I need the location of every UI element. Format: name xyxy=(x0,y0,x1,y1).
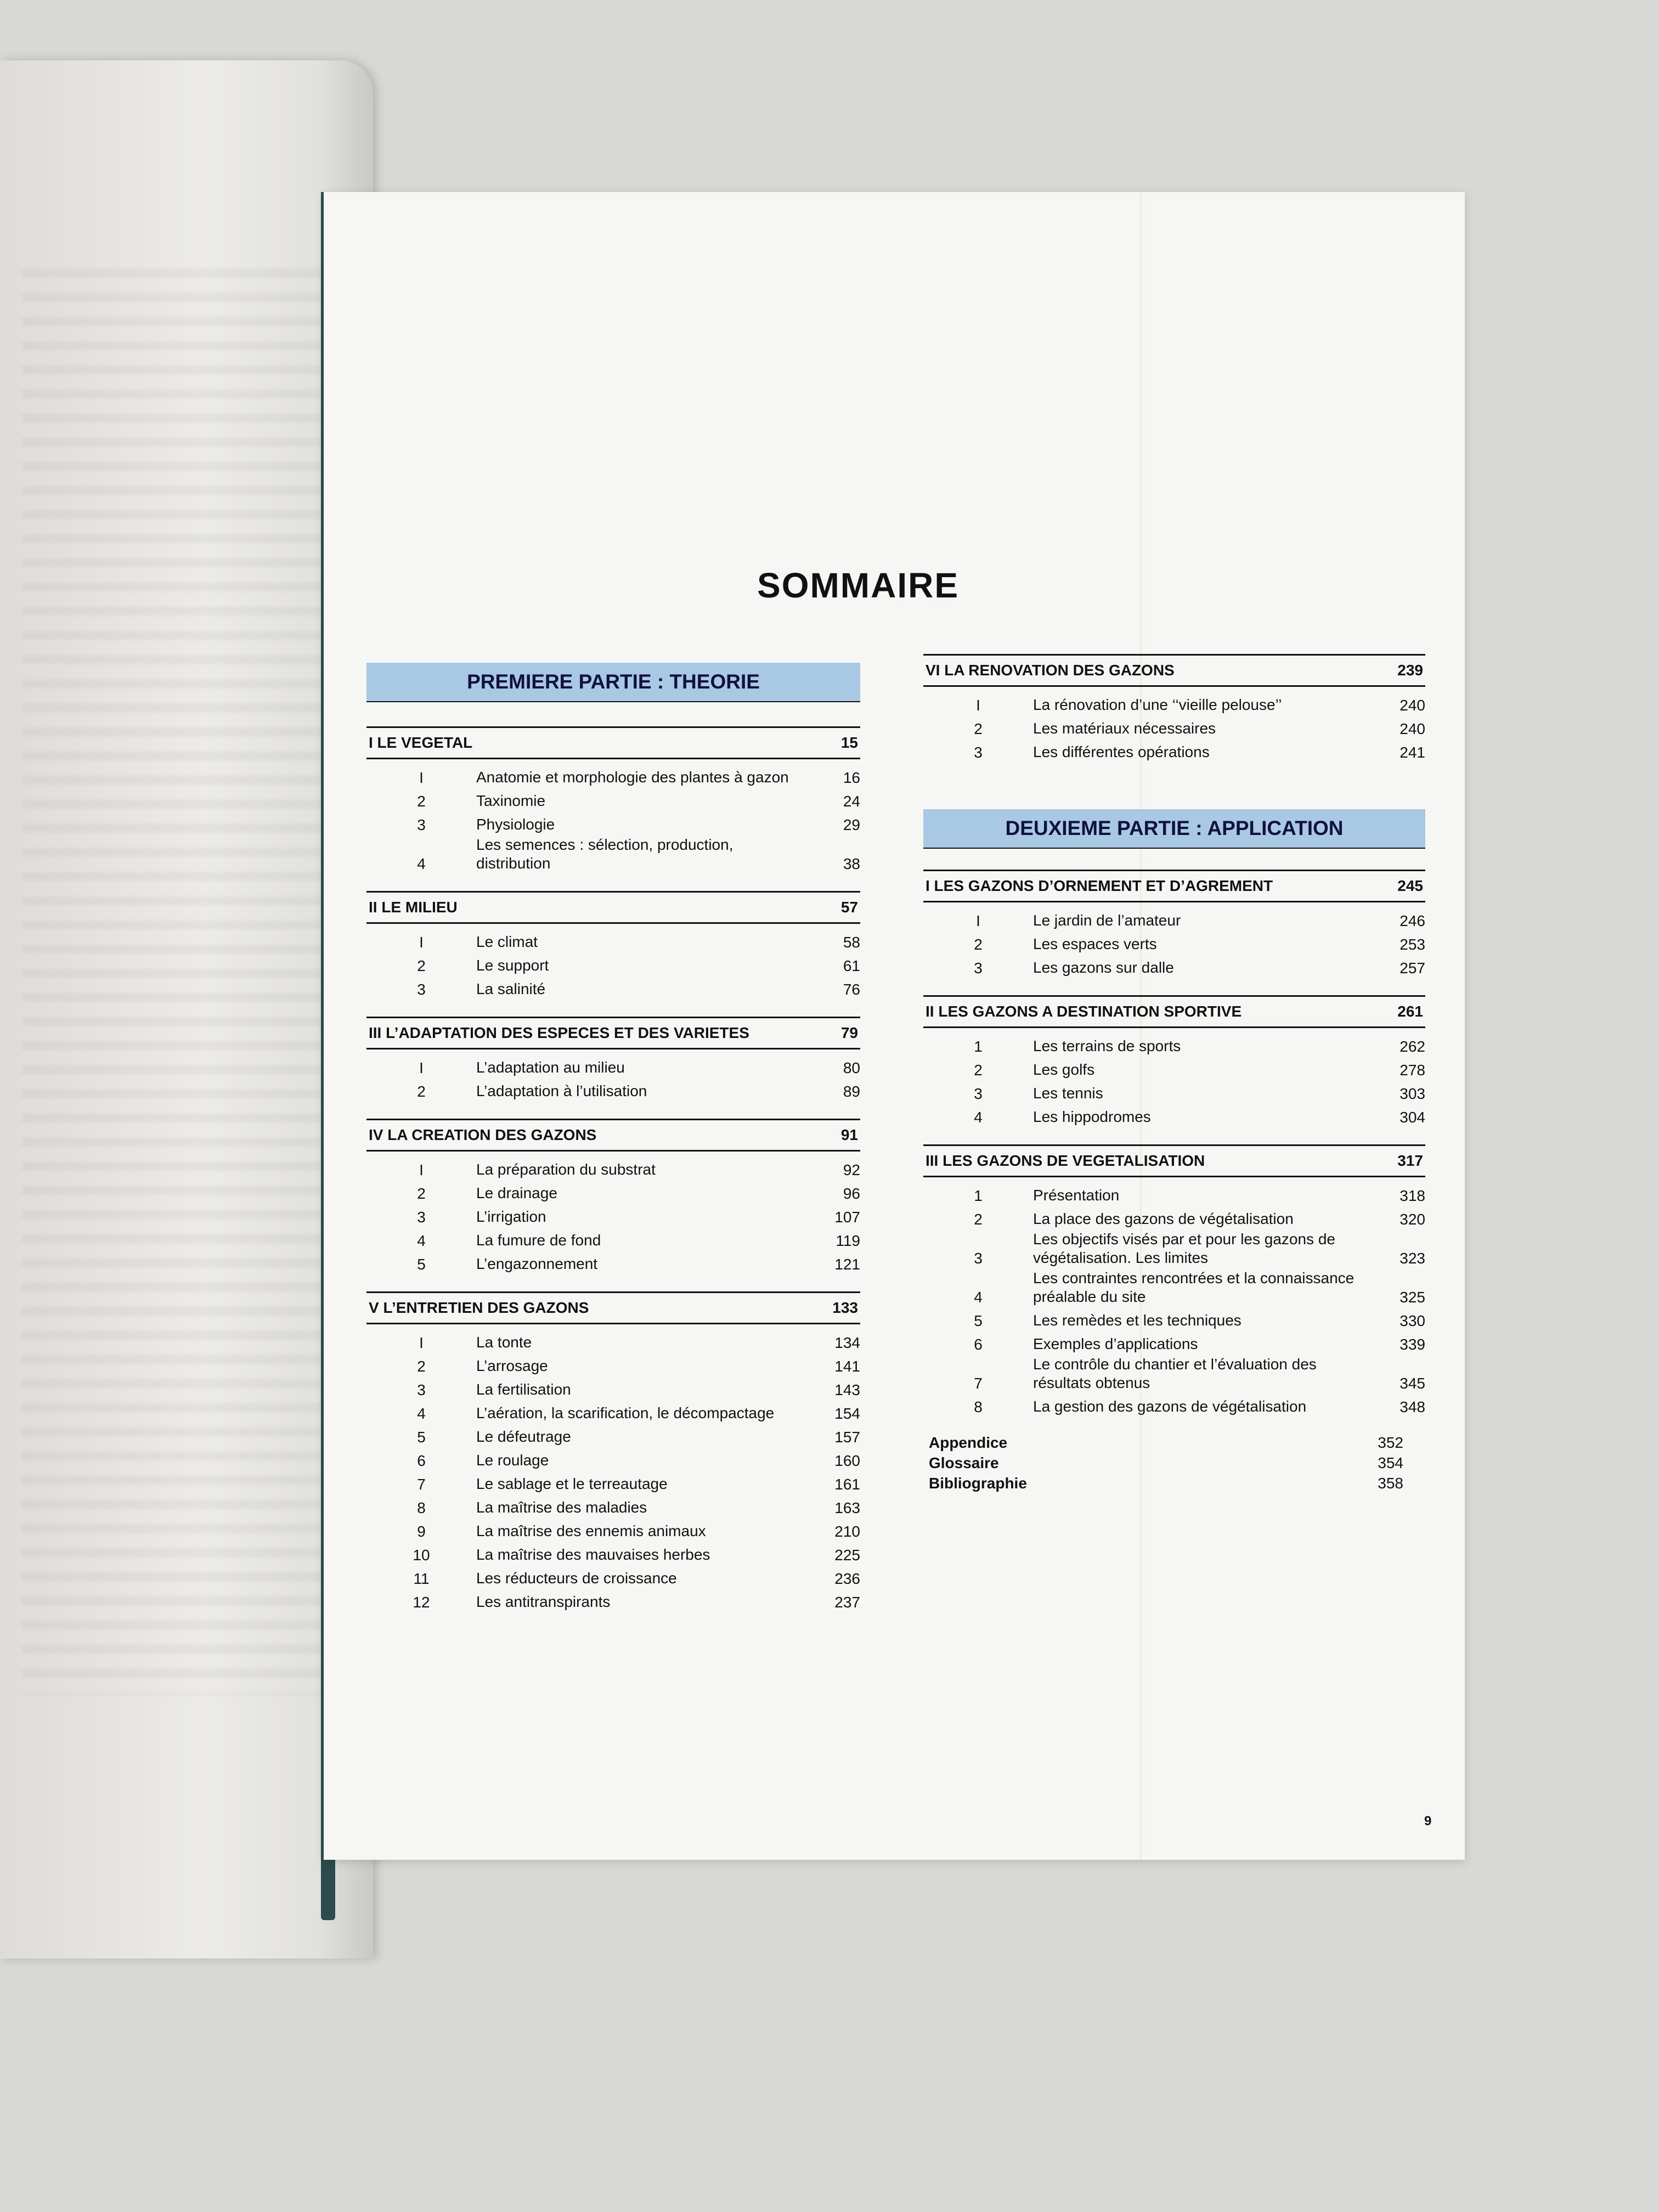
entry-page: 318 xyxy=(1400,1187,1425,1204)
entry-page: 121 xyxy=(834,1256,860,1273)
bleed-through-text xyxy=(22,269,329,1695)
toc-entry[interactable] xyxy=(366,929,860,953)
toc-entry[interactable] xyxy=(366,1181,860,1204)
appendix-entry[interactable] xyxy=(923,1475,1425,1495)
section-page: 261 xyxy=(1397,1003,1423,1020)
toc-section xyxy=(923,1144,1425,1418)
entry-title: La maîtrise des mauvaises herbes xyxy=(476,1546,710,1563)
entry-number: 5 xyxy=(974,1312,983,1329)
entry-title: L’engazonnement xyxy=(476,1255,598,1272)
entry-title: Le jardin de l’amateur xyxy=(1033,912,1181,929)
entry-title: Les objectifs visés par et pour les gazons de végétalisation. Les limites xyxy=(1033,1231,1335,1266)
entry-page: 154 xyxy=(834,1405,860,1422)
entry-title: Les hippodromes xyxy=(1033,1108,1151,1125)
entry-page: 160 xyxy=(834,1452,860,1469)
entry-number: 4 xyxy=(417,855,426,872)
entry-title: Le climat xyxy=(476,933,538,950)
toc-entry[interactable] xyxy=(923,955,1425,979)
toc-entry[interactable] xyxy=(923,1104,1425,1128)
entry-title: Les contraintes rencontrées et la connaissance préalable du site xyxy=(1033,1269,1355,1305)
entry-title: Exemples d’applications xyxy=(1033,1335,1198,1352)
entry-number: 6 xyxy=(417,1452,426,1469)
entry-page: 24 xyxy=(843,793,860,810)
entry-number: 3 xyxy=(974,960,983,977)
toc-entry[interactable] xyxy=(366,788,860,812)
entry-title: La salinité xyxy=(476,980,546,997)
toc-entry[interactable] xyxy=(366,1228,860,1251)
section-title: II LES GAZONS A DESTINATION SPORTIVE xyxy=(926,1003,1242,1020)
entry-title: Les espaces verts xyxy=(1033,935,1157,952)
toc-entry[interactable] xyxy=(366,953,860,977)
toc-entry[interactable] xyxy=(366,765,860,788)
entry-number: 3 xyxy=(417,816,426,833)
section-page: 317 xyxy=(1397,1152,1423,1169)
toc-section xyxy=(923,654,1425,763)
entry-number: 2 xyxy=(974,720,983,737)
entry-page: 210 xyxy=(834,1523,860,1540)
entry-number: 8 xyxy=(974,1398,983,1415)
entry-number: 4 xyxy=(974,1289,983,1306)
entry-number: 2 xyxy=(417,957,426,974)
entry-page: 161 xyxy=(834,1476,860,1493)
entry-number: I xyxy=(976,697,980,714)
entry-number: 11 xyxy=(413,1570,430,1587)
section-page: 239 xyxy=(1397,662,1423,679)
toc-section xyxy=(366,1291,860,1613)
entry-page: 240 xyxy=(1400,697,1425,714)
entry-number: 2 xyxy=(974,1062,983,1079)
entry-page: 320 xyxy=(1400,1211,1425,1228)
entry-number: 3 xyxy=(417,1381,426,1398)
entry-page: 303 xyxy=(1400,1085,1425,1102)
toc-entry[interactable] xyxy=(366,1424,860,1448)
entry-number: I xyxy=(976,912,980,929)
entry-title: Anatomie et morphologie des plantes à gazon xyxy=(476,769,789,786)
entry-title: La maîtrise des ennemis animaux xyxy=(476,1522,706,1539)
toc-entry[interactable] xyxy=(923,692,1425,716)
entry-number: 1 xyxy=(974,1038,983,1055)
section-page: 133 xyxy=(832,1299,858,1316)
entry-title: Le sablage et le terreautage xyxy=(476,1475,668,1492)
section-page: 245 xyxy=(1397,877,1423,894)
section-heading[interactable] xyxy=(366,1119,860,1152)
appendix-page: 354 xyxy=(1378,1454,1403,1471)
entry-title: Les terrains de sports xyxy=(1033,1037,1181,1054)
entry-title: La place des gazons de végétalisation xyxy=(1033,1210,1294,1227)
appendix-entry[interactable] xyxy=(923,1434,1425,1454)
entry-number: 12 xyxy=(413,1594,430,1611)
entry-number: I xyxy=(419,1161,424,1178)
entry-page: 92 xyxy=(843,1161,860,1178)
section-heading[interactable] xyxy=(923,654,1425,687)
entry-page: 330 xyxy=(1400,1312,1425,1329)
section-heading[interactable] xyxy=(923,1144,1425,1177)
section-heading[interactable] xyxy=(366,1291,860,1324)
toc-entry[interactable] xyxy=(923,1394,1425,1418)
entry-title: Les réducteurs de croissance xyxy=(476,1570,677,1587)
section-title: V L’ENTRETIEN DES GAZONS xyxy=(369,1299,589,1316)
toc-entry[interactable] xyxy=(366,836,860,874)
toc-entry[interactable] xyxy=(923,1206,1425,1230)
entry-title: Taxinomie xyxy=(476,792,546,809)
section-title: III LES GAZONS DE VEGETALISATION xyxy=(926,1152,1205,1169)
entry-title: La gestion des gazons de végétalisation xyxy=(1033,1398,1307,1415)
entry-page: 157 xyxy=(834,1429,860,1446)
toc-entry[interactable] xyxy=(366,1251,860,1275)
entry-title: L’aération, la scarification, le décompactage xyxy=(476,1404,775,1421)
appendix-list xyxy=(923,1434,1425,1495)
appendix-label: Appendice xyxy=(929,1434,1008,1451)
entry-title: Le roulage xyxy=(476,1452,549,1469)
entry-title: L’adaptation à l’utilisation xyxy=(476,1082,647,1099)
entry-page: 29 xyxy=(843,816,860,833)
section-title: III L’ADAPTATION DES ESPECES ET DES VARIETES xyxy=(369,1024,749,1041)
toc-entry[interactable] xyxy=(366,1401,860,1424)
toc-entry[interactable] xyxy=(923,1269,1425,1308)
entry-title: Les remèdes et les techniques xyxy=(1033,1312,1242,1329)
toc-section xyxy=(366,1017,860,1102)
toc-entry[interactable] xyxy=(923,1057,1425,1081)
entry-page: 325 xyxy=(1400,1289,1425,1306)
toc-section xyxy=(366,1119,860,1275)
entry-title: Le contrôle du chantier et l’évaluation des résultats obtenus xyxy=(1033,1356,1317,1391)
section-title: IV LA CREATION DES GAZONS xyxy=(369,1126,597,1143)
section-page: 15 xyxy=(840,734,858,751)
entry-page: 236 xyxy=(834,1570,860,1587)
toc-entry[interactable] xyxy=(366,1471,860,1495)
appendix-label: Bibliographie xyxy=(929,1475,1027,1492)
entry-page: 253 xyxy=(1400,936,1425,953)
entry-number: 3 xyxy=(974,1250,983,1267)
toc-entry[interactable] xyxy=(366,1519,860,1542)
toc-entry[interactable] xyxy=(923,1034,1425,1057)
entry-page: 225 xyxy=(834,1547,860,1564)
entry-page: 257 xyxy=(1400,960,1425,977)
entry-title: Le support xyxy=(476,957,549,974)
entry-page: 80 xyxy=(843,1059,860,1076)
toc-entry[interactable] xyxy=(923,1331,1425,1355)
toc-section xyxy=(366,726,860,874)
entry-page: 345 xyxy=(1400,1375,1425,1392)
entry-title: La rénovation d’une ‘‘vieille pelouse’’ xyxy=(1033,696,1282,713)
entry-number: 2 xyxy=(417,1358,426,1375)
entry-page: 58 xyxy=(843,934,860,951)
entry-number: 3 xyxy=(974,744,983,761)
entry-title: Les golfs xyxy=(1033,1061,1095,1078)
entry-page: 107 xyxy=(834,1209,860,1226)
entry-page: 262 xyxy=(1400,1038,1425,1055)
appendix-entry[interactable] xyxy=(923,1454,1425,1475)
entry-title: L’irrigation xyxy=(476,1208,546,1225)
toc-entry[interactable] xyxy=(366,1055,860,1079)
toc-entry[interactable] xyxy=(923,1230,1425,1269)
entry-title: Les matériaux nécessaires xyxy=(1033,720,1216,737)
section-heading[interactable] xyxy=(923,870,1425,902)
entry-number: 5 xyxy=(417,1256,426,1273)
toc-entry[interactable] xyxy=(366,1566,860,1589)
entry-title: Le drainage xyxy=(476,1184,557,1201)
toc-section xyxy=(366,891,860,1000)
entry-number: 8 xyxy=(417,1499,426,1516)
entry-number: 9 xyxy=(417,1523,426,1540)
entry-title: La tonte xyxy=(476,1334,532,1351)
entry-page: 76 xyxy=(843,981,860,998)
toc-entry[interactable] xyxy=(366,1589,860,1613)
entry-number: 2 xyxy=(417,1083,426,1100)
entry-number: 2 xyxy=(974,1211,983,1228)
section-heading[interactable] xyxy=(923,995,1425,1028)
entry-number: 6 xyxy=(974,1336,983,1353)
toc-left-column xyxy=(366,663,860,1629)
page-title: SOMMAIRE xyxy=(757,566,959,605)
toc-entry[interactable] xyxy=(923,932,1425,955)
toc-entry[interactable] xyxy=(366,1495,860,1519)
entry-number: 4 xyxy=(417,1232,426,1249)
toc-entry[interactable] xyxy=(366,1079,860,1102)
entry-number: 10 xyxy=(413,1547,430,1564)
entry-title: Le défeutrage xyxy=(476,1428,571,1445)
entry-page: 339 xyxy=(1400,1336,1425,1353)
page-number: 9 xyxy=(1424,1814,1432,1829)
toc-entry[interactable] xyxy=(366,1330,860,1353)
section-title: VI LA RENOVATION DES GAZONS xyxy=(926,662,1175,679)
entry-number: 3 xyxy=(974,1085,983,1102)
left-page xyxy=(0,60,373,1959)
toc-entry[interactable] xyxy=(923,740,1425,763)
section-title: I LES GAZONS D’ORNEMENT ET D’AGREMENT xyxy=(926,877,1273,894)
toc-entry[interactable] xyxy=(366,1204,860,1228)
appendix-label: Glossaire xyxy=(929,1454,999,1471)
appendix-page: 352 xyxy=(1378,1434,1403,1451)
appendix-page: 358 xyxy=(1378,1475,1403,1492)
entry-number: 7 xyxy=(974,1375,983,1392)
entry-page: 16 xyxy=(843,769,860,786)
entry-title: La préparation du substrat xyxy=(476,1161,656,1178)
entry-number: 4 xyxy=(974,1109,983,1126)
entry-page: 323 xyxy=(1400,1250,1425,1267)
entry-page: 61 xyxy=(843,957,860,974)
entry-page: 348 xyxy=(1400,1398,1425,1415)
entry-number: 2 xyxy=(974,936,983,953)
entry-number: I xyxy=(419,1059,424,1076)
toc-entry[interactable] xyxy=(366,1157,860,1181)
toc-section xyxy=(923,870,1425,979)
toc-entry[interactable] xyxy=(366,1448,860,1471)
entry-number: 2 xyxy=(417,1185,426,1202)
entry-page: 237 xyxy=(834,1594,860,1611)
part-banner: PREMIERE PARTIE : THEORIE xyxy=(366,663,860,702)
section-title: I LE VEGETAL xyxy=(369,734,473,751)
entry-title: Les semences : sélection, production, distribution xyxy=(476,836,733,872)
section-title: II LE MILIEU xyxy=(369,899,458,916)
toc-entry[interactable] xyxy=(923,1355,1425,1394)
entry-number: 3 xyxy=(417,1209,426,1226)
entry-page: 89 xyxy=(843,1083,860,1100)
entry-page: 143 xyxy=(834,1381,860,1398)
entry-page: 38 xyxy=(843,855,860,872)
part-banner: DEUXIEME PARTIE : APPLICATION xyxy=(923,809,1425,849)
entry-page: 134 xyxy=(834,1334,860,1351)
entry-title: L’arrosage xyxy=(476,1357,548,1374)
entry-title: La maîtrise des maladies xyxy=(476,1499,647,1516)
entry-number: 5 xyxy=(417,1429,426,1446)
toc-entry[interactable] xyxy=(366,1542,860,1566)
section-page: 57 xyxy=(840,899,858,916)
entry-page: 304 xyxy=(1400,1109,1425,1126)
entry-number: I xyxy=(419,769,424,786)
entry-page: 241 xyxy=(1400,744,1425,761)
entry-page: 119 xyxy=(836,1232,860,1249)
entry-title: L’adaptation au milieu xyxy=(476,1059,625,1076)
entry-page: 141 xyxy=(834,1358,860,1375)
entry-title: Présentation xyxy=(1033,1187,1120,1204)
entry-title: Les tennis xyxy=(1033,1085,1103,1102)
entry-page: 163 xyxy=(834,1499,860,1516)
entry-page: 246 xyxy=(1400,912,1425,929)
entry-page: 278 xyxy=(1400,1062,1425,1079)
entry-title: Les antitranspirants xyxy=(476,1593,611,1610)
entry-number: 1 xyxy=(974,1187,983,1204)
section-heading[interactable] xyxy=(366,1017,860,1049)
toc-entry[interactable] xyxy=(366,812,860,836)
entry-number: 7 xyxy=(417,1476,426,1493)
toc-entry[interactable] xyxy=(366,1377,860,1401)
entry-number: 3 xyxy=(417,981,426,998)
toc-entry[interactable] xyxy=(923,1183,1425,1206)
entry-number: I xyxy=(419,1334,424,1351)
section-heading[interactable] xyxy=(366,891,860,924)
toc-entry[interactable] xyxy=(923,908,1425,932)
toc-section xyxy=(923,995,1425,1128)
entry-page: 240 xyxy=(1400,720,1425,737)
toc-entry[interactable] xyxy=(923,1308,1425,1331)
toc-entry[interactable] xyxy=(366,977,860,1000)
section-heading[interactable] xyxy=(366,726,860,759)
entry-number: 2 xyxy=(417,793,426,810)
entry-title: Les différentes opérations xyxy=(1033,743,1210,760)
section-page: 79 xyxy=(840,1024,858,1041)
toc-entry[interactable] xyxy=(923,1081,1425,1104)
entry-title: La fertilisation xyxy=(476,1381,571,1398)
entry-title: Physiologie xyxy=(476,816,555,833)
entry-title: Les gazons sur dalle xyxy=(1033,959,1174,976)
toc-entry[interactable] xyxy=(923,716,1425,740)
entry-page: 96 xyxy=(843,1185,860,1202)
entry-number: I xyxy=(419,934,424,951)
toc-entry[interactable] xyxy=(366,1353,860,1377)
section-page: 91 xyxy=(840,1126,858,1143)
entry-title: La fumure de fond xyxy=(476,1232,601,1249)
entry-number: 4 xyxy=(417,1405,426,1422)
toc-right-column xyxy=(923,654,1425,1495)
